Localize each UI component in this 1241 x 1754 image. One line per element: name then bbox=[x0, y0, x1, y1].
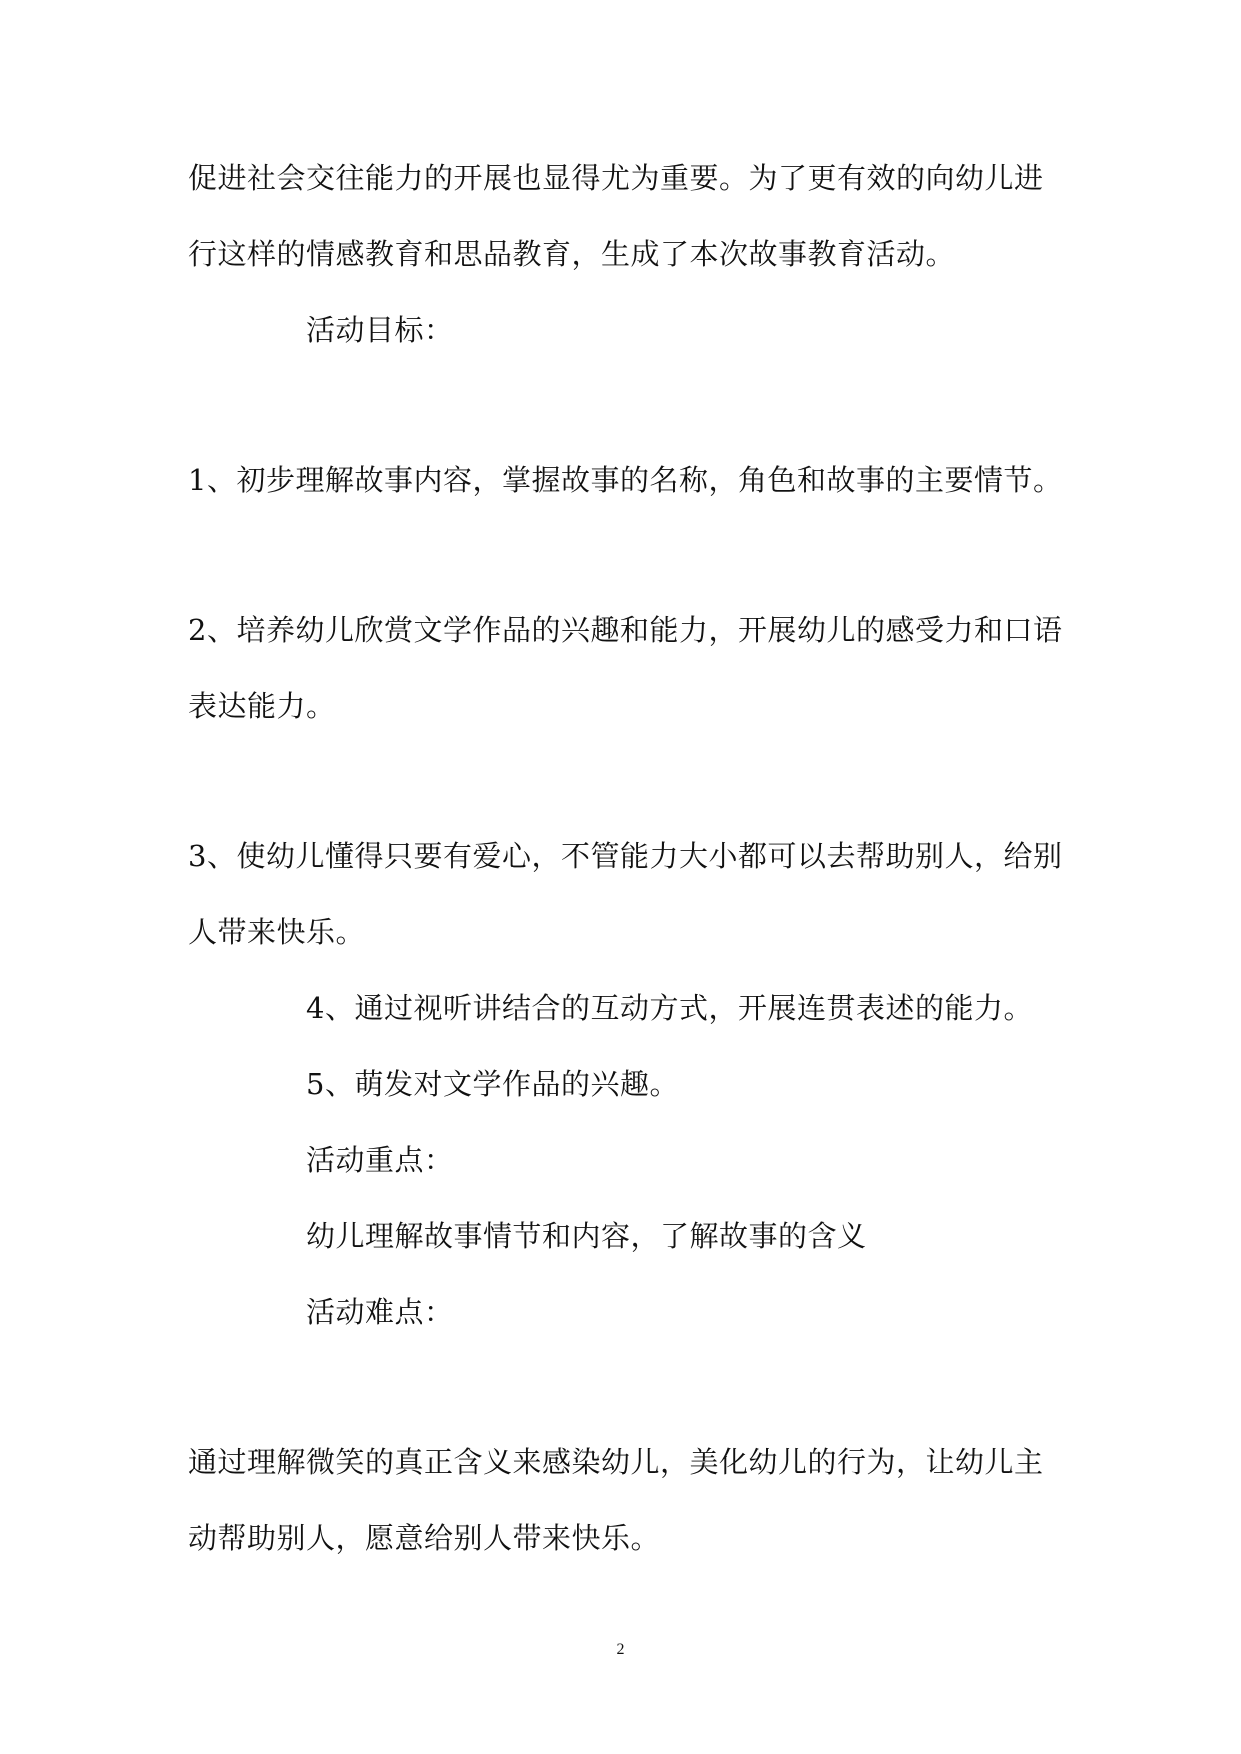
page-number: 2 bbox=[616, 1641, 625, 1658]
goal-4-line-1: 4、通过视听讲结合的互动方式，开展连贯表述的能力。 bbox=[306, 991, 1033, 1025]
goals-heading: 活动目标： bbox=[306, 313, 454, 347]
goal-1-line-1: 1、初步理解故事内容，掌握故事的名称，角色和故事的主要情节。 bbox=[188, 463, 1063, 497]
intro-line-2: 行这样的情感教育和思品教育，生成了本次故事教育活动。 bbox=[188, 237, 956, 271]
difficulty-line-2: 动帮助别人，愿意给别人带来快乐。 bbox=[188, 1521, 661, 1555]
goal-3-line-1: 3、使幼儿懂得只要有爱心，不管能力大小都可以去帮助别人，给别 bbox=[188, 839, 1063, 873]
intro-line-1: 促进社会交往能力的开展也显得尤为重要。为了更有效的向幼儿进 bbox=[188, 161, 1044, 195]
key-heading: 活动重点： bbox=[306, 1143, 454, 1177]
difficulty-line-1: 通过理解微笑的真正含义来感染幼儿，美化幼儿的行为，让幼儿主 bbox=[188, 1445, 1044, 1479]
goal-2-line-1: 2、培养幼儿欣赏文学作品的兴趣和能力，开展幼儿的感受力和口语 bbox=[188, 613, 1063, 647]
goal-5-line-1: 5、萌发对文学作品的兴趣。 bbox=[306, 1067, 679, 1101]
key-text: 幼儿理解故事情节和内容，了解故事的含义 bbox=[306, 1219, 867, 1253]
goal-2-line-2: 表达能力。 bbox=[188, 689, 336, 723]
goal-3-line-2: 人带来快乐。 bbox=[188, 915, 366, 949]
difficulty-heading: 活动难点： bbox=[306, 1295, 454, 1329]
